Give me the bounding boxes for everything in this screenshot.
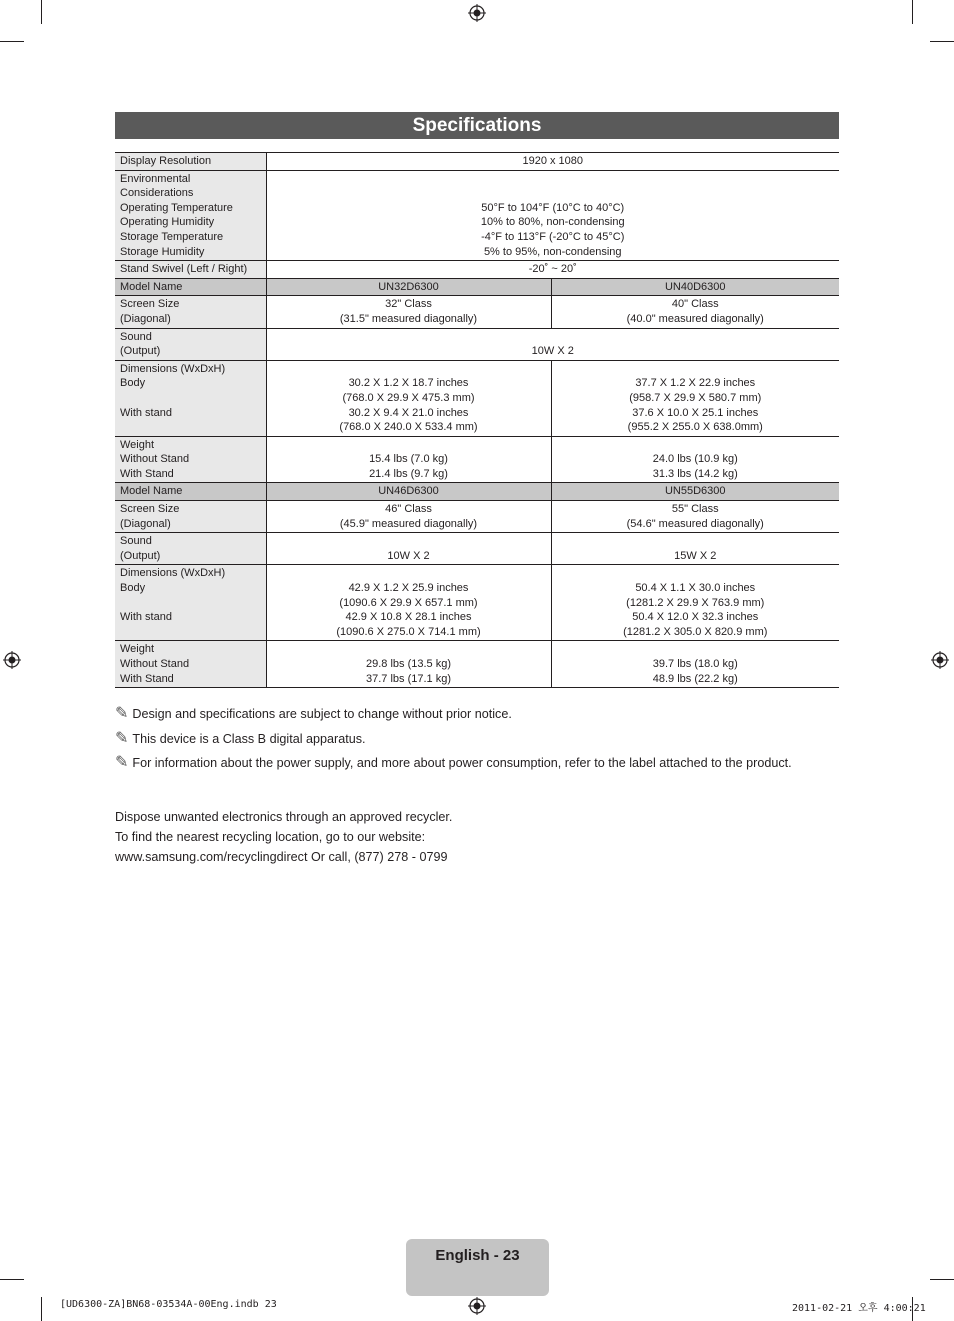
model-name: UN40D6300 (551, 278, 839, 296)
row-value: 50.4 X 1.1 X 30.0 inches (1281.2 X 29.9 X 763.9 mm) 50.4 X 12.0 X 32.3 inches (1281.2 X 305.0 X 820.9 mm) (551, 565, 839, 641)
table-row (115, 328, 839, 360)
row-value: 10W X 2 (266, 533, 551, 565)
row-label: Model Name (115, 278, 266, 296)
row-label: Sound (Output) (115, 533, 266, 565)
notes-list (115, 702, 855, 776)
crop-mark (0, 1279, 24, 1280)
model-name: UN46D6300 (266, 483, 551, 501)
model-header-row (115, 278, 839, 296)
crop-mark (930, 41, 954, 42)
footer-timestamp: 2011-02-21 오후 4:00:21 (792, 1303, 926, 1314)
specifications-table (115, 152, 839, 688)
row-value: 50°F to 104°F (10°C to 40°C) 10% to 80%, non-condensing -4°F to 113°F (-20°C to 45°C) 5% to 95%, non-condensing (266, 170, 839, 261)
row-label: Screen Size (Diagonal) (115, 296, 266, 328)
recycling-line: To find the nearest recycling location, go to our website: (115, 829, 426, 844)
page-title: Specifications (115, 112, 839, 139)
note-item: ✎ For information about the power supply, and more about power consumption, refer to the label attached to the product. (115, 754, 792, 771)
crop-mark (41, 1297, 42, 1321)
table-row (115, 533, 839, 565)
table-row (115, 565, 839, 641)
table-row (115, 153, 839, 171)
table-row (115, 360, 839, 436)
crop-mark (0, 41, 24, 42)
crop-mark (930, 1279, 954, 1280)
row-value: 39.7 lbs (18.0 kg) 48.9 lbs (22.2 kg) (551, 641, 839, 688)
note-item: ✎ This device is a Class B digital apparatus. (115, 729, 366, 747)
row-value: -20˚ ~ 20˚ (266, 261, 839, 279)
row-label: Weight Without Stand With Stand (115, 641, 266, 688)
page-number-tab (406, 1239, 549, 1296)
table-row (115, 170, 839, 261)
table-row (115, 296, 839, 328)
row-value: 15.4 lbs (7.0 kg) 21.4 lbs (9.7 kg) (266, 436, 551, 483)
table-row (115, 501, 839, 533)
note-item: ✎ Design and specifications are subject to change without prior notice. (115, 705, 512, 722)
row-value: 29.8 lbs (13.5 kg) 37.7 lbs (17.1 kg) (266, 641, 551, 688)
model-name: UN32D6300 (266, 278, 551, 296)
model-name: UN55D6300 (551, 483, 839, 501)
row-value: 24.0 lbs (10.9 kg) 31.3 lbs (14.2 kg) (551, 436, 839, 483)
recycling-info (115, 808, 715, 867)
registration-mark-icon (931, 651, 949, 669)
registration-mark-icon (3, 651, 21, 669)
footer-file-info: [UD6300-ZA]BN68-03534A-00Eng.indb 23 (60, 1299, 277, 1310)
table-row (115, 436, 839, 483)
row-value: 42.9 X 1.2 X 25.9 inches (1090.6 X 29.9 X 657.1 mm) 42.9 X 10.8 X 28.1 inches (1090.6 X 275.0 X 714.1 mm) (266, 565, 551, 641)
model-header-row (115, 483, 839, 501)
recycling-line: www.samsung.com/recyclingdirect Or call, (877) 278 - 0799 (115, 849, 448, 864)
row-value: 55" Class (54.6" measured diagonally) (551, 501, 839, 533)
row-label: Dimensions (WxDxH) Body With stand (115, 565, 266, 641)
row-label: Dimensions (WxDxH) Body With stand (115, 360, 266, 436)
table-row (115, 641, 839, 688)
crop-mark (41, 0, 42, 24)
row-value: 46" Class (45.9" measured diagonally) (266, 501, 551, 533)
row-value: 40" Class (40.0" measured diagonally) (551, 296, 839, 328)
row-value: 10W X 2 (266, 328, 839, 360)
registration-mark-icon (468, 1297, 486, 1315)
row-label: Model Name (115, 483, 266, 501)
row-value: 30.2 X 1.2 X 18.7 inches (768.0 X 29.9 X 475.3 mm) 30.2 X 9.4 X 21.0 inches (768.0 X 240.0 X 533.4 mm) (266, 360, 551, 436)
row-label: Screen Size (Diagonal) (115, 501, 266, 533)
row-label: Weight Without Stand With Stand (115, 436, 266, 483)
row-label: Display Resolution (115, 153, 266, 171)
row-label: Sound (Output) (115, 328, 266, 360)
row-value: 37.7 X 1.2 X 22.9 inches (958.7 X 29.9 X 580.7 mm) 37.6 X 10.0 X 25.1 inches (955.2 X 255.0 X 638.0mm) (551, 360, 839, 436)
recycling-line: Dispose unwanted electronics through an approved recycler. (115, 810, 453, 824)
row-value: 32" Class (31.5" measured diagonally) (266, 296, 551, 328)
table-row (115, 261, 839, 279)
crop-mark (912, 0, 913, 24)
row-label: Stand Swivel (Left / Right) (115, 261, 266, 279)
pencil-note-icon: ✎ (115, 729, 129, 747)
page-number-label: English - 23 (435, 1247, 520, 1264)
registration-mark-icon (468, 4, 486, 22)
row-value: 1920 x 1080 (266, 153, 839, 171)
row-value: 15W X 2 (551, 533, 839, 565)
pencil-note-icon: ✎ (115, 705, 129, 722)
row-label: Environmental Considerations Operating Temperature Operating Humidity Storage Temperature Storage Humidity (115, 170, 266, 261)
pencil-note-icon: ✎ (115, 754, 129, 771)
